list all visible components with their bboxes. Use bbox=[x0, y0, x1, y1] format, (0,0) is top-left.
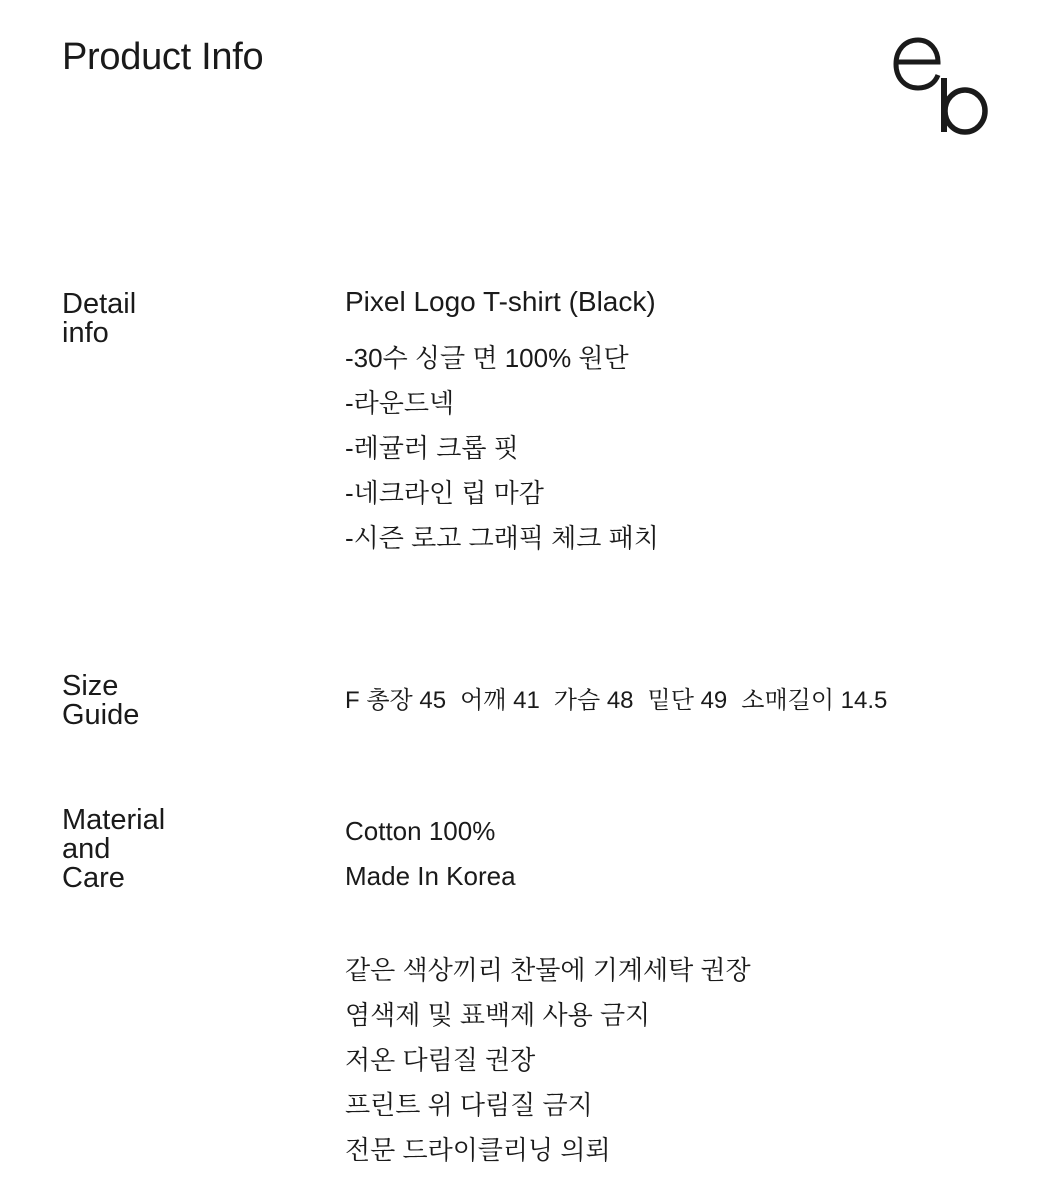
material-composition: Cotton 100% bbox=[345, 816, 496, 846]
feature-item: -네크라인 립 마감 bbox=[345, 478, 544, 508]
care-instruction: 전문 드라이클리닝 의뢰 bbox=[345, 1135, 611, 1165]
size-item: 가슴 48 bbox=[553, 687, 634, 714]
country-of-origin: Made In Korea bbox=[345, 861, 516, 891]
care-instruction: 프린트 위 다림질 금지 bbox=[345, 1090, 593, 1120]
size-item: 소매길이 14.5 bbox=[741, 687, 888, 714]
size-measurements bbox=[345, 680, 887, 715]
brand-logo bbox=[888, 26, 998, 144]
size-guide-label: Size Guide bbox=[62, 670, 140, 731]
size-item: 어깨 41 bbox=[460, 687, 540, 714]
feature-item: -30수 싱글 면 100% 원단 bbox=[345, 343, 629, 373]
detail-info-label: Detail info bbox=[62, 288, 137, 349]
product-name: Pixel Logo T-shirt (Black) bbox=[345, 286, 656, 317]
care-instruction: 염색제 및 표백제 사용 금지 bbox=[345, 1000, 651, 1030]
care-instruction: 같은 색상끼리 찬물에 기계세탁 권장 bbox=[345, 955, 751, 985]
feature-item: -시즌 로고 그래픽 체크 패치 bbox=[345, 523, 659, 553]
page-title: Product Info bbox=[62, 36, 264, 78]
care-instruction: 저온 다림질 권장 bbox=[345, 1045, 536, 1075]
size-item: 밑단 49 bbox=[647, 687, 728, 714]
material-care-label: Material and Care bbox=[62, 804, 166, 894]
feature-item: -레귤러 크롭 핏 bbox=[345, 433, 519, 463]
feature-item: -라운드넥 bbox=[345, 388, 455, 418]
size-item: F 총장 45 bbox=[345, 687, 447, 714]
